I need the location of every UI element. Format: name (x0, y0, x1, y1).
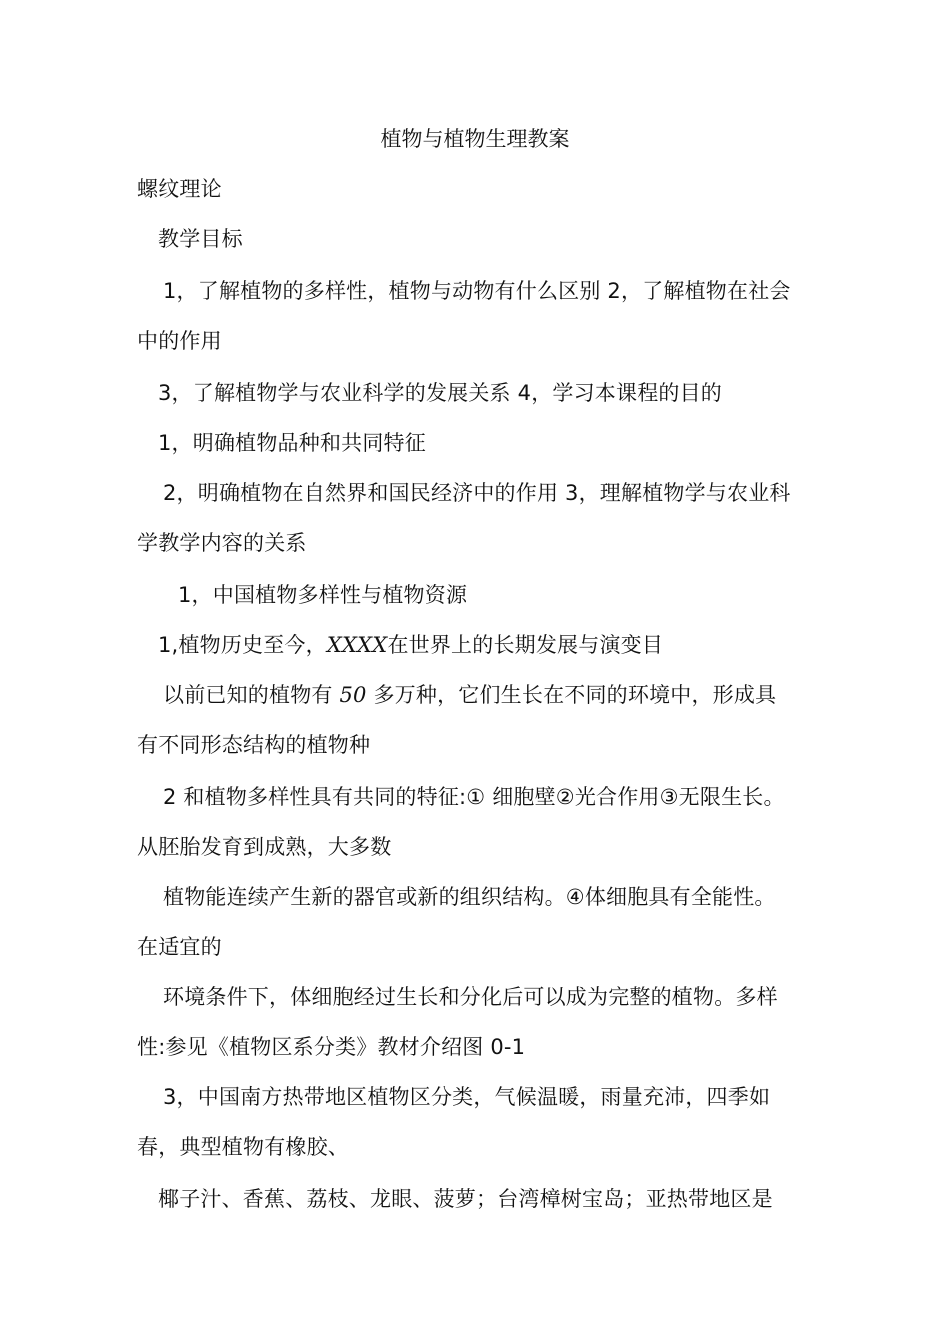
subsection-heading: 教学目标 (158, 227, 243, 251)
paragraph-line: 有不同形态结构的植物种 (137, 733, 371, 757)
paragraph-line: 在适宜的 (137, 935, 222, 959)
paragraph-line: 1，了解植物的多样性，植物与动物有什么区别 2，了解植物在社会 (163, 279, 791, 303)
paragraph-line: 春，典型植物有橡胶、 (137, 1135, 349, 1159)
text-segment: 在世界上的长期发展与演变目 (387, 633, 664, 657)
paragraph-line: 3，中国南方热带地区植物区分类，气候温暖，雨量充沛，四季如 (163, 1085, 771, 1109)
paragraph-line: 1，中国植物多样性与植物资源 (178, 583, 468, 607)
italic-text-segment: 50 (339, 683, 367, 707)
paragraph-line: 学教学内容的关系 (137, 531, 307, 555)
paragraph-line: 1，明确植物品种和共同特征 (158, 431, 426, 455)
paragraph-line: 3，了解植物学与农业科学的发展关系 4，学习本课程的目的 (158, 381, 722, 405)
paragraph-line: 环境条件下，体细胞经过生长和分化后可以成为完整的植物。多样 (163, 985, 778, 1009)
text-segment: 1,植物历史至今， (158, 633, 327, 657)
paragraph-line: 从胚胎发育到成熟，大多数 (137, 835, 392, 859)
italic-text-segment: XXXX (326, 633, 388, 657)
text-segment: 以前已知的植物有 (163, 683, 340, 707)
document-title: 植物与植物生理教案 (380, 127, 570, 151)
paragraph-line (163, 680, 776, 710)
paragraph-line: 中的作用 (137, 329, 222, 353)
paragraph-line: 植物能连续产生新的器官或新的组织结构。④体细胞具有全能性。 (163, 885, 776, 909)
paragraph-line: 性:参见《植物区系分类》教材介绍图 0-1 (137, 1035, 526, 1059)
paragraph-line: 2，明确植物在自然界和国民经济中的作用 3，理解植物学与农业科 (163, 481, 791, 505)
paragraph-line: 2 和植物多样性具有共同的特征:① 细胞壁②光合作用③无限生长。 (163, 785, 785, 809)
section-heading: 螺纹理论 (137, 177, 222, 201)
paragraph-line: 椰子汁、香蕉、荔枝、龙眼、菠萝；台湾樟树宝岛；亚热带地区是 (158, 1187, 773, 1211)
paragraph-line (158, 630, 663, 660)
text-segment: 多万种，它们生长在不同的环境中，形成具 (366, 683, 777, 707)
